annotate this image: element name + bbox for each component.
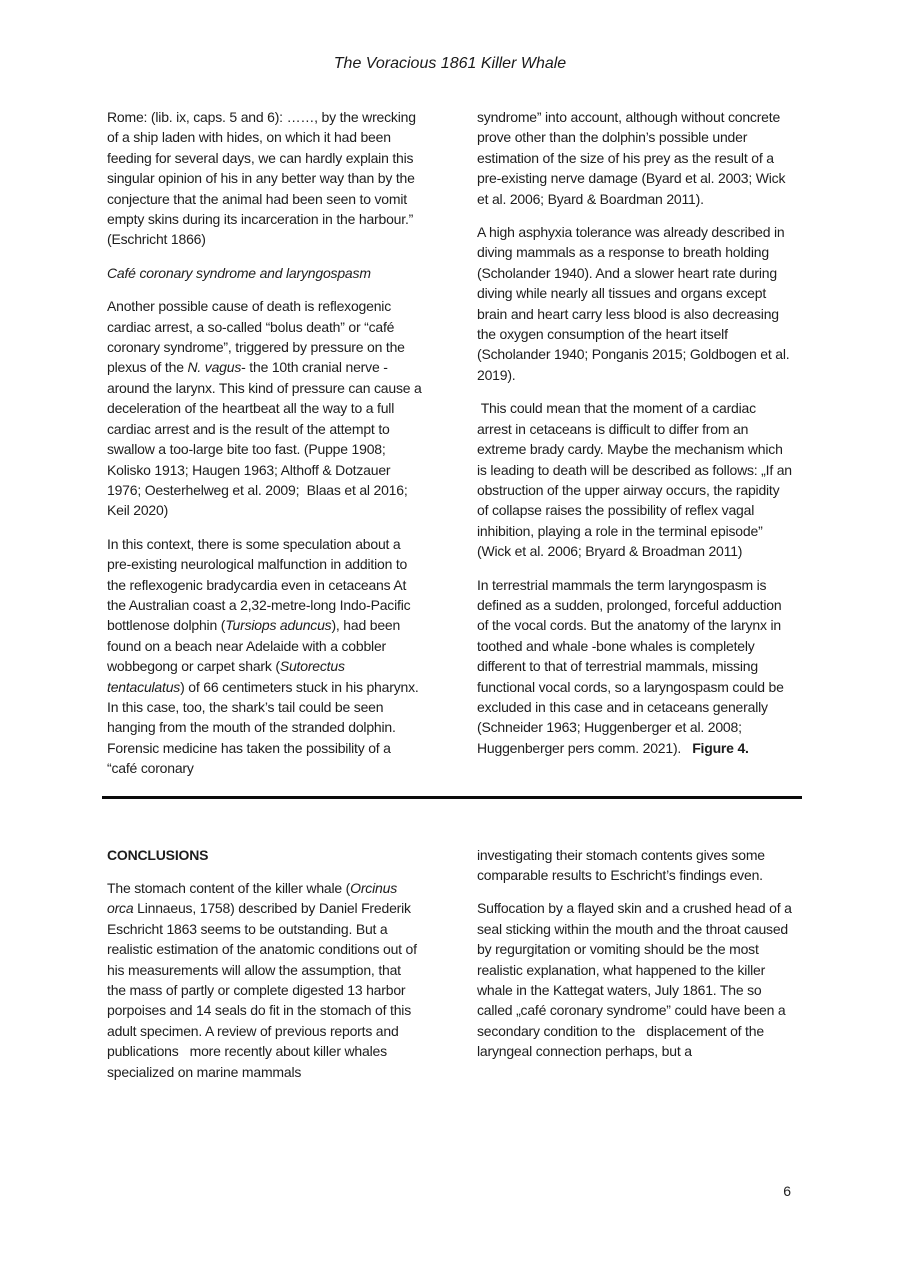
paragraph-conclusions-findings: investigating their stomach contents gives some comparable results to Eschricht’s findings even. bbox=[477, 846, 769, 883]
discussion-right-column bbox=[477, 107, 796, 792]
discussion-left-column bbox=[107, 107, 426, 792]
paragraph-bolus-death: Another possible cause of death is reflexogenic cardiac arrest, a so-called “bolus death” or “café coronary syndrome”, triggered by pressure on the plexus of the N. vagus- the 10th cranial nerve - around the larynx. This kind of pressure can cause a deceleration of the heartbeat all the way to a full cardiac arrest and is the result of the attempt to swallow a too-large bite too fast. (Puppe 1908; Kolisko 1913; Haugen 1963; Althoff & Dotzauer 1976; Oesterhelweg et al. 2009; Blaas et al 2016; Keil 2020) bbox=[107, 298, 426, 519]
section-conclusions bbox=[107, 845, 796, 1095]
page-number: 6 bbox=[783, 1183, 791, 1199]
paragraph-eschricht-quote: Rome: (lib. ix, caps. 5 and 6): ……, by the wrecking of a ship laden with hides, on which it had been feeding for several days, we can hardly explain this singular opinion of his in any better way than by the conjecture that the animal had been seen to vomit empty skins during its incarceration in the harbour.” (Eschricht 1866) bbox=[107, 109, 420, 248]
section-divider-rule bbox=[102, 796, 802, 799]
conclusions-right-column bbox=[477, 845, 796, 1095]
page-title: The Voracious 1861 Killer Whale bbox=[333, 55, 567, 72]
section-discussion bbox=[107, 107, 796, 792]
paragraph-cafe-coronary-continued: syndrome” into account, although without concrete prove other than the dolphin’s possible under estimation of the size of his prey as the result of a pre-existing nerve damage (Byard et al. 2003; Wick et al. 2006; Byard & Boardman 2011). bbox=[477, 109, 789, 207]
paragraph-asphyxia-tolerance: A high asphyxia tolerance was already described in diving mammals as a response to breath holding (Scholander 1940). And a slower heart rate during diving while nearly all tissues and organs except brain and heart carry less blood is also decreasing the oxygen consumption of the heart itself (Scholander 1940; Ponganis 2015; Goldbogen et al. 2019). bbox=[477, 224, 794, 383]
paragraph-conclusions-suffocation: Suffocation by a flayed skin and a crushed head of a seal sticking within the mouth and the throat caused by regurgitation or vomiting should be the most realistic explanation, what happened to the killer whale in the Kattegat waters, July 1861. The so called „café coronary syndrome” could have been a secondary condition to the displacement of the laryngeal connection perhaps, but a bbox=[477, 900, 796, 1060]
subheading-cafe-coronary: Café coronary syndrome and laryngospasm bbox=[107, 264, 371, 281]
paragraph-laryngospasm: In terrestrial mammals the term laryngospasm is defined as a sudden, prolonged, forceful adduction of the vocal cords. But the anatomy of the larynx in toothed and whale -bone whales is completely different to that of terrestrial mammals, missing functional vocal cords, so a laryngospasm could be excluded in this case and in cetaceans generally (Schneider 1963; Huggenberger et al. 2008; Huggenberger pers comm. 2021). Figure 4. bbox=[477, 576, 788, 756]
heading-conclusions: CONCLUSIONS bbox=[107, 846, 209, 863]
paragraph-cardiac-arrest: This could mean that the moment of a cardiac arrest in cetaceans is difficult to differ from an extreme brady cardy. Maybe the mechanism which is leading to death will be described as follows: „If an obstruction of the upper airway occurs, the rapidity of collapse raises the possibility of reflex vagal inhibition, playing a role in the terminal episode” (Wick et al. 2006; Bryard & Broadman 2011) bbox=[477, 400, 796, 560]
conclusions-left-column bbox=[107, 845, 423, 1095]
document-body bbox=[0, 107, 900, 1095]
paragraph-conclusions-stomach: The stomach content of the killer whale (Orcinus orca Linnaeus, 1758) described by Daniel Frederik Eschricht 1863 seems to be outstanding. But a realistic estimation of the anatomic conditions out of his measurements will allow the assumption, that the mass of partly or complete digested 13 harbor porpoises and 14 seals do fit in the stomach of this adult specimen. A review of previous reports and publications more recently about killer whales specialized on marine mammals bbox=[107, 880, 421, 1080]
paragraph-dolphin-case: In this context, there is some speculation about a pre-existing neurological malfunction in addition to the reflexogenic bradycardia even in cetaceans At the Australian coast a 2,32-metre-long Indo-Pacific bottlenose dolphin (Tursiops aduncus), had been found on a beach near Adelaide with a cobbler wobbegong or carpet shark (Sutorectus tentaculatus) of 66 centimeters stuck in his pharynx. In this case, too, the shark’s tail could be seen hanging from the mouth of the stranded dolphin. Forensic medicine has taken the possibility of a “café coronary bbox=[107, 535, 423, 777]
